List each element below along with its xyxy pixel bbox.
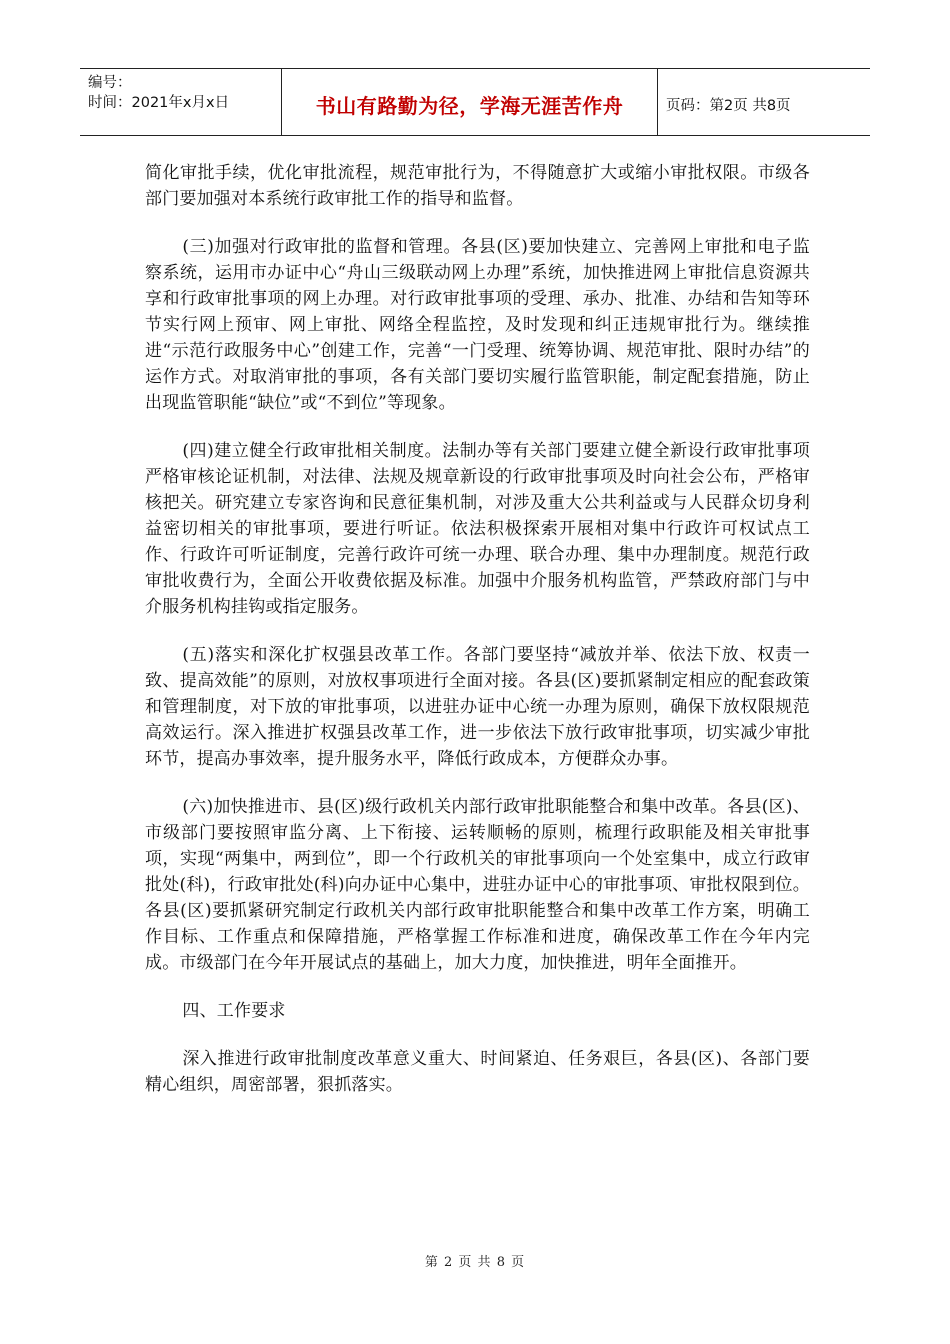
header-motto: 书山有路勤为径，学海无涯苦作舟 [282, 69, 658, 135]
paragraph-section-5: (五)落实和深化扩权强县改革工作。各部门要坚持“减放并举、依法下放、权责一致、提高效能”的原则，对放权事项进行全面对接。各县(区)要抓紧制定相应的配套政策和管理制度，对下放的审批事项，以进驻办证中心统一办理为原则，确保下放权限规范高效运行。深入推进扩权强县改革工作，进一步依法下放行政审批事项，切实减少审批环节，提高办事效率，提升服务水平，降低行政成本，方便群众办事。 [145, 645, 810, 769]
paragraph-section-4: (四)建立健全行政审批相关制度。法制办等有关部门要建立健全新设行政审批事项严格审核论证机制，对法律、法规及规章新设的行政审批事项及时向社会公布，严格审核把关。研究建立专家咨询和民意征集机制，对涉及重大公共利益或与人民群众切身利益密切相关的审批事项，要进行听证。依法积极探索开展相对集中行政许可权试点工作、行政许可听证制度，完善行政许可统一办理、联合办理、集中办理制度。规范行政审批收费行为，全面公开收费依据及标准。加强中介服务机构监管，严禁政府部门与中介服务机构挂钩或指定服务。 [145, 441, 810, 617]
section-heading-work-requirements: 四、工作要求 [182, 1001, 286, 1021]
document-header [80, 68, 870, 136]
header-meta-cell [80, 69, 282, 135]
page-footer: 第 2 页 共 8 页 [424, 1255, 526, 1270]
header-page-info: 页码：第2页 共8页 [666, 97, 791, 114]
paragraph-section-6: (六)加快推进市、县(区)级行政机关内部行政审批职能整合和集中改革。各县(区)、市级部门要按照审监分离、上下衔接、运转顺畅的原则，梳理行政职能及相关审批事项，实现“两集中，两到位”，即一个行政机关的审批事项向一个处室集中，成立行政审批处(科)，行政审批处(科)向办证中心集中，进驻办证中心的审批事项、审批权限到位。各县(区)要抓紧研究制定行政机关内部行政审批职能整合和集中改革工作方案，明确工作目标、工作重点和保障措施，严格掌握工作标准和进度，确保改革工作在今年内完成。市级部门在今年开展试点的基础上，加大力度，加快推进，明年全面推开。 [145, 797, 810, 973]
paragraph-continued: 简化审批手续，优化审批流程，规范审批行为，不得随意扩大或缩小审批权限。市级各部门要加强对本系统行政审批工作的指导和监督。 [145, 163, 810, 209]
paragraph-section-3: (三)加强对行政审批的监督和管理。各县(区)要加快建立、完善网上审批和电子监察系统，运用市办证中心“舟山三级联动网上办理”系统，加快推进网上审批信息资源共享和行政审批事项的网上办理。对行政审批事项的受理、承办、批准、办结和告知等环节实行网上预审、网上审批、网络全程监控，及时发现和纠正违规审批行为。继续推进“示范行政服务中心”创建工作，完善“一门受理、统筹协调、规范审批、限时办结”的运作方式。对取消审批的事项，各有关部门要切实履行监管职能，制定配套措施，防止出现监管职能“缺位”或“不到位”等现象。 [145, 237, 810, 413]
document-body [145, 160, 810, 1120]
serial-number-label: 编号： [88, 75, 132, 91]
date-label: 时间：2021年x月x日 [88, 95, 230, 111]
paragraph-work-requirements: 深入推进行政审批制度改革意义重大、时间紧迫、任务艰巨，各县(区)、各部门要精心组织，周密部署，狠抓落实。 [145, 1049, 810, 1095]
